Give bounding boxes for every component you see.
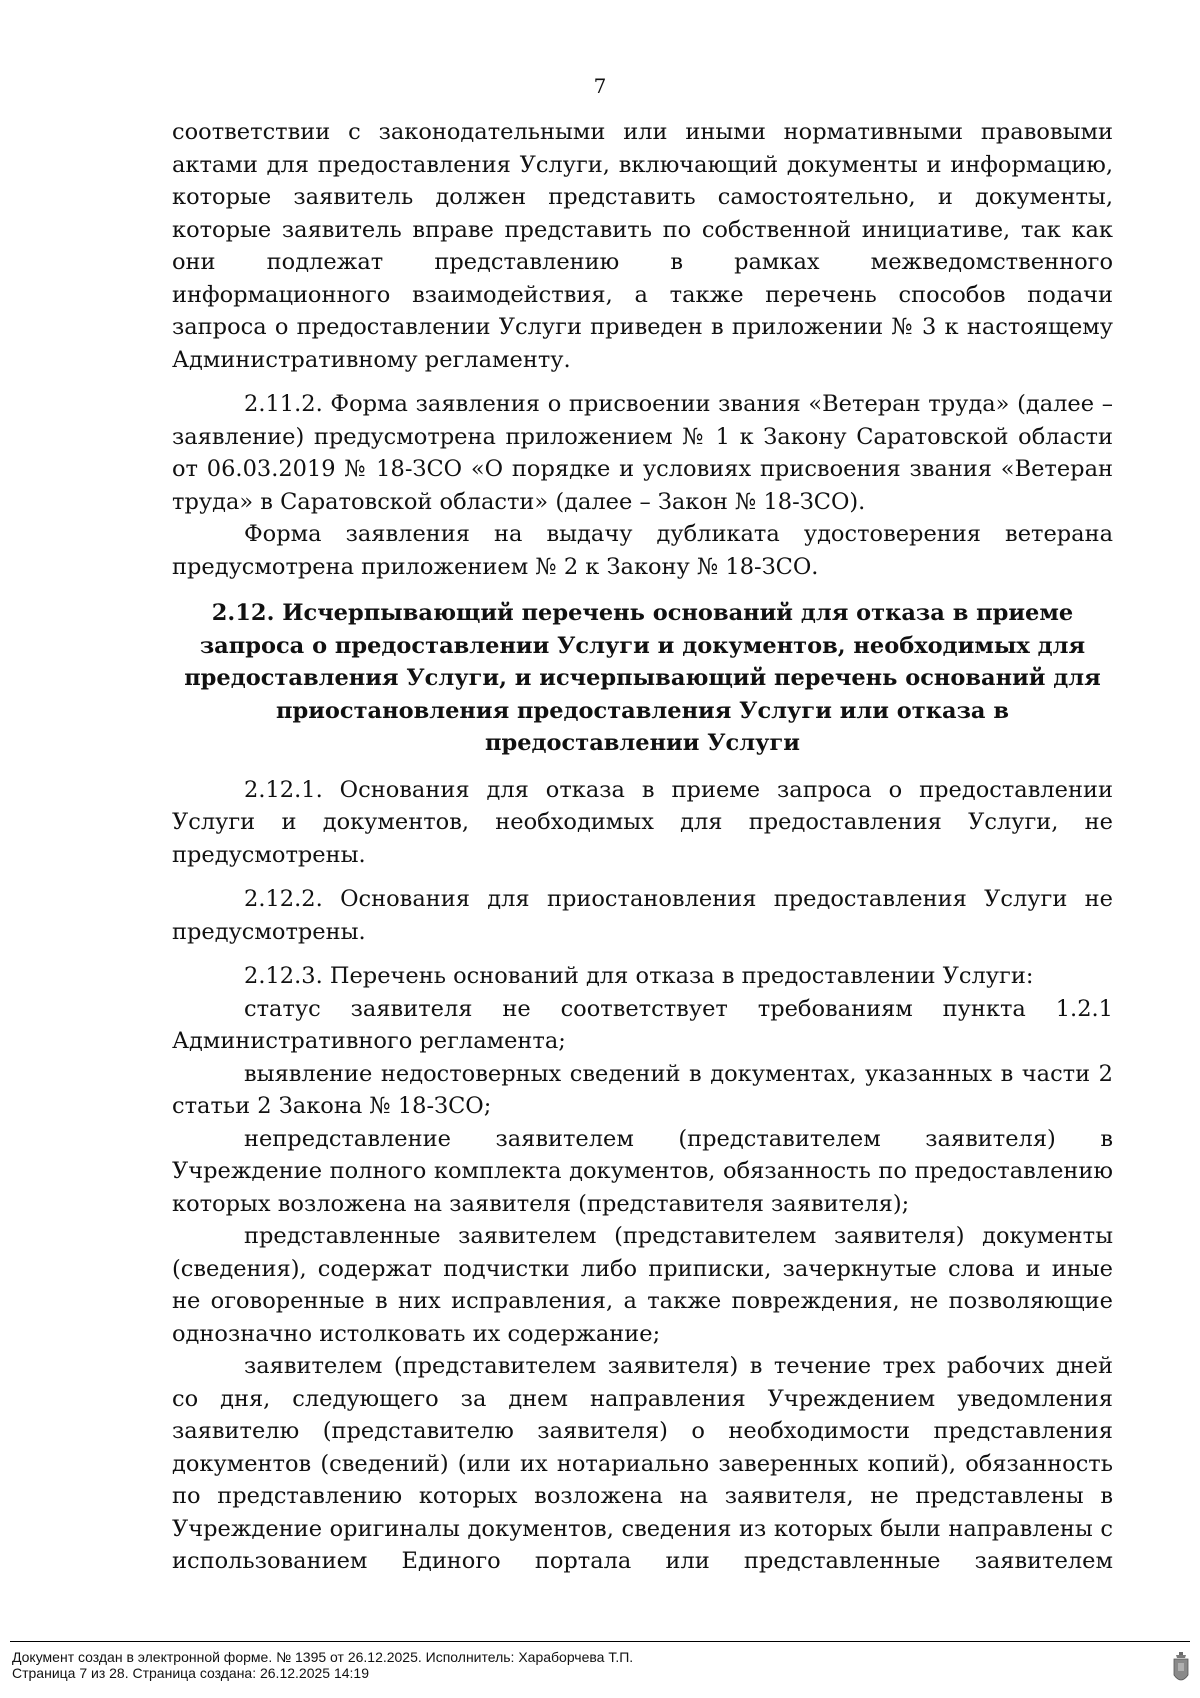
paragraph-continuation: соответствии с законодательными или иными нормативными правовыми актами для предоставления Услуги, включающий документы и информацию, которые заявитель должен представить самостоятельно, и документы, которые заявитель вправе представить по собственной инициативе, так как они подлежат представлению в рамках межведомственного информационного взаимодействия, а также перечень способов подачи запроса о предоставлении Услуги приведен в приложении № 3 к настоящему Административному регламенту. [172,119,1113,373]
coat-of-arms-icon [1170,1651,1192,1687]
list-item-originals-not-provided: заявителем (представителем заявителя) в течение трех рабочих дней со дня, следующего за днем направления Учреждением уведомления заявителю (представителю заявителя) о необходимости представления документов (сведений) (или их нотариально заверенных копий), обязанность по представлению которых возложена на заявителя, не представлены в Учреждение оригиналы документов, сведения из которых были направлены с использованием Единого портала или представленные заявителем [172,1353,1113,1574]
footer-page-info: Страница 7 из 28. Страница создана: 26.12.2025 14:19 [12,1665,369,1681]
list-item-corrections: представленные заявителем (представителем заявителя) документы (сведения), содержат подчистки либо приписки, зачеркнутые слова и иные не оговоренные в них исправления, а также повреждения, не позволяющие однозначно истолковать их содержание; [172,1223,1113,1347]
list-item-status: статус заявителя не соответствует требованиям пункта 1.2.1 Административного регламента; [172,995,1113,1054]
section-heading-2-12: 2.12. Исчерпывающий перечень оснований для отказа в приеме запроса о предоставлении Услуги и документов, необходимых для предоставления Услуги, и исчерпывающий перечень оснований для приостановления предоставления Услуги или отказа в предоставлении Услуги [184,600,1101,756]
list-item-false-info: выявление недостоверных сведений в документах, указанных в части 2 статьи 2 Закона № 18-ЗСО; [172,1060,1113,1119]
paragraph-duplicate-form: Форма заявления на выдачу дубликата удостоверения ветерана предусмотрена приложением № 2 к Закону № 18-ЗСО. [172,521,1113,580]
footer-document-info: Документ создан в электронной форме. № 1395 от 26.12.2025. Исполнитель: Хараборчева Т.П. [12,1649,634,1665]
document-body [172,116,1113,1578]
page-number: 7 [593,74,607,98]
footer-divider [10,1641,1190,1642]
document-footer [0,1641,1200,1698]
list-item-incomplete-docs: непредставление заявителем (представителем заявителя) в Учреждение полного комплекта документов, обязанность по предоставлению которых возложена на заявителя (представителя заявителя); [172,1125,1113,1217]
paragraph-2-12-1: 2.12.1. Основания для отказа в приеме запроса о предоставлении Услуги и документов, необходимых для предоставления Услуги, не предусмотрены. [172,776,1113,868]
paragraph-2-12-2: 2.12.2. Основания для приостановления предоставления Услуги не предусмотрены. [172,886,1113,945]
paragraph-2-11-2: 2.11.2. Форма заявления о присвоении звания «Ветеран труда» (далее – заявление) предусмотрена приложением № 1 к Закону Саратовской области от 06.03.2019 № 18-ЗСО «О порядке и условиях присвоения звания «Ветеран труда» в Саратовской области» (далее – Закон № 18-ЗСО). [172,391,1113,515]
paragraph-2-12-3: 2.12.3. Перечень оснований для отказа в предоставлении Услуги: [244,963,1034,989]
